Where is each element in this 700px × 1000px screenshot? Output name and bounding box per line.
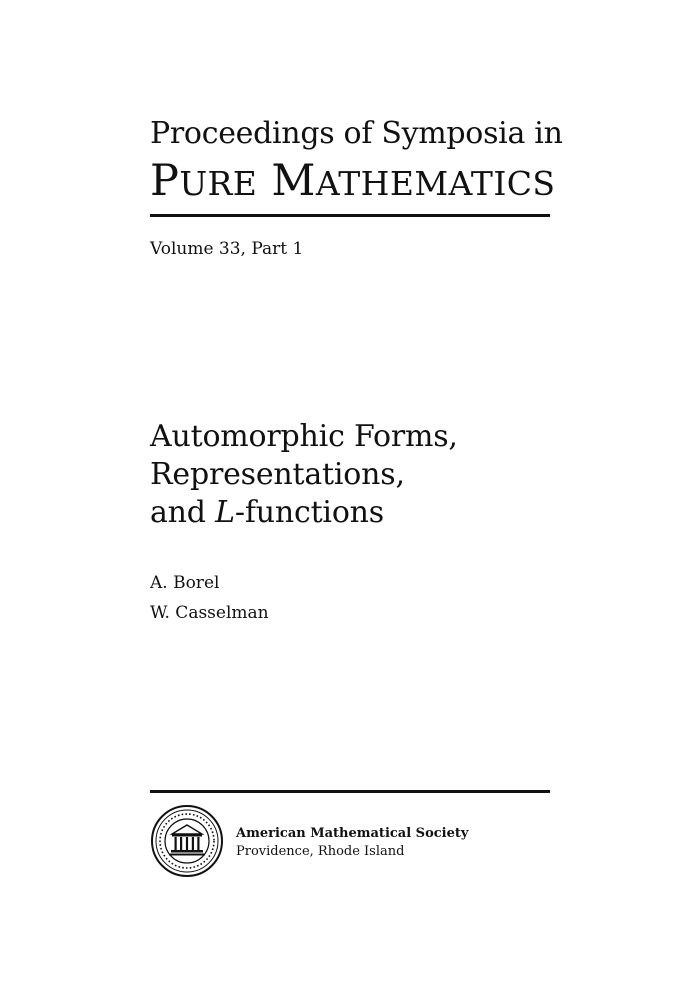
- author-2: W. Casselman: [150, 603, 269, 623]
- series-initial-p: P: [150, 156, 180, 206]
- series-title: Proceedings of Symposia in: [150, 116, 563, 151]
- publisher-location: Providence, Rhode Island: [236, 844, 405, 859]
- series-initial-m: M: [271, 156, 316, 206]
- series-name: [150, 157, 555, 208]
- volume-label: Volume 33, Part 1: [150, 239, 304, 259]
- authors-list: [150, 568, 269, 628]
- book-title: [150, 418, 458, 532]
- author-1: A. Borel: [150, 573, 220, 593]
- publisher-block: [236, 825, 468, 861]
- series-word-mathematics-rest: ATHEMATICS: [315, 164, 556, 203]
- publisher-name: American Mathematical Society: [236, 826, 469, 841]
- title-line-1: Automorphic Forms,: [150, 419, 458, 454]
- title-line-3-pre: and: [150, 495, 216, 530]
- title-line-3-italic: L: [215, 495, 235, 530]
- bottom-rule: [150, 790, 550, 793]
- ams-seal-icon: [150, 804, 224, 878]
- title-line-3-post: -functions: [234, 495, 385, 530]
- title-line-3: [150, 494, 458, 532]
- top-rule: [150, 214, 550, 217]
- title-line-2: Representations,: [150, 457, 405, 492]
- series-word-pure-rest: URE: [179, 164, 258, 203]
